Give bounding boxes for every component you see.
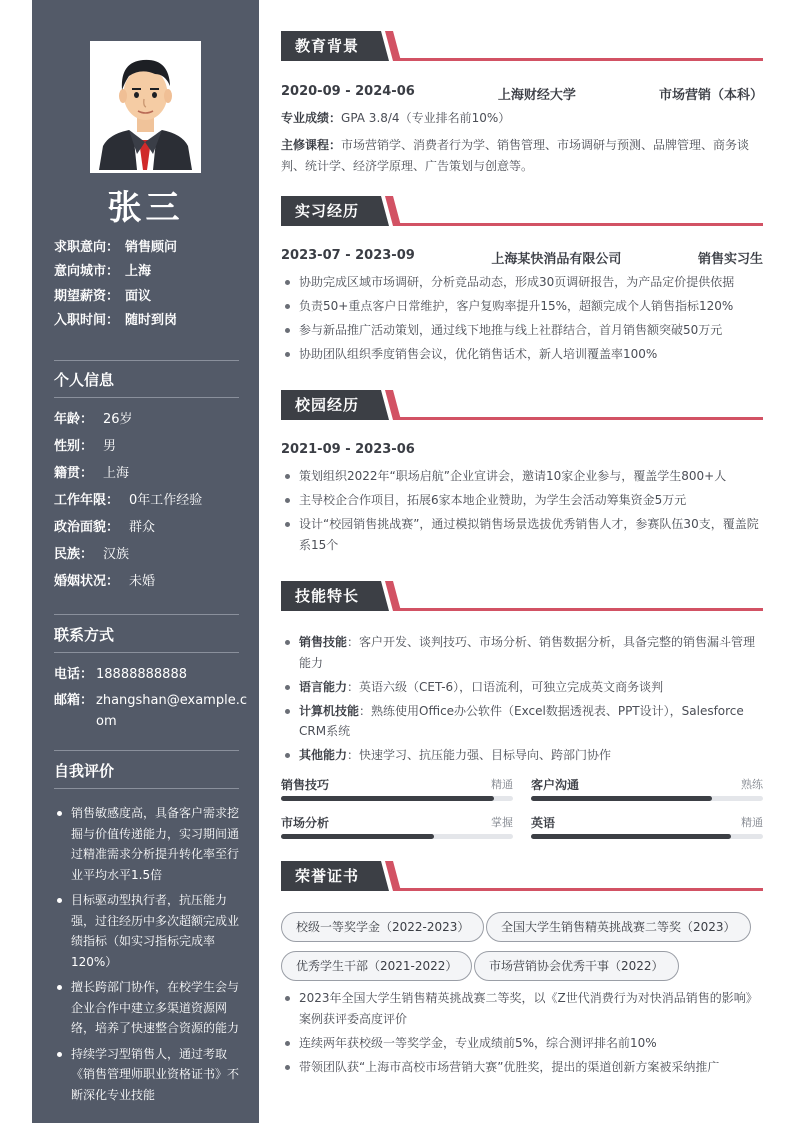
info-row-politics: 政治面貌： 群众 xyxy=(54,520,156,535)
skill-bar-english: 英语 精通 xyxy=(531,814,763,844)
section-rule xyxy=(399,608,763,611)
skills-list xyxy=(281,632,763,769)
edu-courses: 主修课程：市场营销学、消费者行为学、销售管理、市场调研与预测、品牌管理、商务谈判、统计学、经济学原理、广告策划与创意等。 xyxy=(281,138,750,173)
section-rule xyxy=(399,417,763,420)
campus-period: 2021-09 - 2023-06 xyxy=(281,442,415,457)
list-item: 策划组织2022年“职场启航”企业宣讲会，邀请10家企业参与，覆盖学生800+人 xyxy=(281,466,763,487)
job-intention-list xyxy=(54,236,244,333)
internship-row xyxy=(281,248,763,267)
list-item: 计算机技能：熟练使用Office办公软件（Excel数据透视表、PPT设计），Salesforce CRM系统 xyxy=(281,701,763,742)
list-item: 带领团队获“上海市高校市场营销大赛”优胜奖，提出的渠道创新方案被采纳推广 xyxy=(281,1057,763,1078)
honor-pill: 校级一等奖学金（2022-2023） xyxy=(281,912,484,942)
list-item: 销售敏感度高，具备客户需求挖掘与价值传递能力，实习期间通过精准需求分析提升转化率至行业平均水平1.5倍 xyxy=(54,803,246,885)
list-item: 2023年全国大学生销售精英挑战赛二等奖，以《Z世代消费行为对快消品销售的影响》案例获评委高度评价 xyxy=(281,988,763,1029)
job-row-start: 入职时间： 随时到岗 xyxy=(54,312,178,328)
skill-fill xyxy=(281,796,494,801)
section-rule xyxy=(399,888,763,891)
job-row-intention: 求职意向： 销售顾问 xyxy=(54,240,178,255)
divider xyxy=(54,788,239,789)
info-row-marital: 婚姻状况： 未婚 xyxy=(54,574,156,589)
list-item: 擅长跨部门协作，在校学生会与企业合作中建立多渠道资源网络，培养了快速整合资源的能力 xyxy=(54,977,246,1039)
edu-gpa: 专业成绩：GPA 3.8/4（专业排名前10%） xyxy=(281,111,511,125)
section-title: 校园经历 xyxy=(295,396,360,414)
skill-bar-sales: 销售技巧 精通 xyxy=(281,776,513,806)
personal-info-title: 个人信息 xyxy=(54,371,115,389)
honor-pill: 市场营销协会优秀干事（2022） xyxy=(474,951,679,981)
job-row-city: 意向城市： 上海 xyxy=(54,264,152,280)
profile-photo xyxy=(90,41,201,173)
skill-track xyxy=(281,834,513,839)
section-title: 教育背景 xyxy=(295,37,360,55)
skill-fill xyxy=(281,834,434,839)
list-item: 语言能力：英语六级（CET-6），口语流利，可独立完成英文商务谈判 xyxy=(281,677,763,698)
divider xyxy=(54,652,239,653)
campus-list xyxy=(281,466,763,559)
list-item: 销售技能：客户开发、谈判技巧、市场分析、销售数据分析，具备完整的销售漏斗管理能力 xyxy=(281,632,763,673)
skill-fill xyxy=(531,796,712,801)
section-rule xyxy=(399,223,763,226)
list-item: 连续两年获校级一等奖学金，专业成绩前5%，综合测评排名前10% xyxy=(281,1033,763,1054)
contact-list xyxy=(54,664,249,737)
info-row-gender: 性别： 男 xyxy=(54,439,117,454)
list-item: 协助完成区域市场调研，分析竞品动态，形成30页调研报告，为产品定价提供依据 xyxy=(281,272,763,293)
list-item: 目标驱动型执行者，抗压能力强，过往经历中多次超额完成业绩指标（如实习指标完成率120%） xyxy=(54,890,246,972)
info-row-experience: 工作年限： 0年工作经验 xyxy=(54,493,203,508)
edu-period: 2020-09 - 2024-06 xyxy=(281,84,415,99)
divider xyxy=(54,360,239,361)
intern-role: 销售实习生 xyxy=(697,252,763,267)
campus-row xyxy=(281,442,763,457)
internship-header xyxy=(281,196,763,228)
skill-track xyxy=(531,796,763,801)
skills-header xyxy=(281,581,763,613)
divider xyxy=(54,614,239,615)
self-eval-list xyxy=(54,803,246,1110)
job-row-salary: 期望薪资： 面议 xyxy=(54,288,152,304)
skill-track xyxy=(281,796,513,801)
section-rule xyxy=(399,58,763,61)
divider xyxy=(54,397,239,398)
intern-period: 2023-07 - 2023-09 xyxy=(281,248,415,263)
list-item: 设计“校园销售挑战赛”，通过模拟销售场景选拔优秀销售人才，参赛队伍30支，覆盖院系15个 xyxy=(281,514,763,555)
education-row xyxy=(281,84,763,103)
self-eval-title: 自我评价 xyxy=(54,762,115,780)
intern-company: 上海某快消品有限公司 xyxy=(491,252,622,267)
list-item: 协助团队组织季度销售会议，优化销售话术，新人培训覆盖率100% xyxy=(281,344,763,365)
list-item: 其他能力：快速学习、抗压能力强、目标导向、跨部门协作 xyxy=(281,745,763,766)
section-title: 实习经历 xyxy=(295,202,360,220)
skill-bar-market-analysis: 市场分析 掌握 xyxy=(281,814,513,844)
campus-header xyxy=(281,390,763,422)
section-title: 荣誉证书 xyxy=(295,867,360,885)
skill-fill xyxy=(531,834,731,839)
candidate-name: 张三 xyxy=(107,188,184,228)
edu-major: 市场营销（本科） xyxy=(658,88,763,103)
contact-email: 邮箱： zhangshan@example.com xyxy=(54,690,249,732)
avatar-illustration xyxy=(93,44,198,170)
contact-title: 联系方式 xyxy=(54,626,115,644)
internship-list xyxy=(281,272,763,368)
email-address[interactable]: zhangshan@example.com xyxy=(96,693,247,729)
list-item: 参与新品推广活动策划，通过线下地推与线上社群结合，首月销售额突破50万元 xyxy=(281,320,763,341)
info-row-ethnicity: 民族： 汉族 xyxy=(54,547,130,562)
info-row-age: 年龄： 26岁 xyxy=(54,412,133,427)
phone-number[interactable]: 18888888888 xyxy=(96,667,187,682)
info-row-hometown: 籍贯： 上海 xyxy=(54,466,130,481)
skill-bar-communication: 客户沟通 熟练 xyxy=(531,776,763,806)
sidebar xyxy=(32,0,259,1123)
honors-header xyxy=(281,861,763,893)
list-item: 负责50+重点客户日常维护，客户复购率提升15%，超额完成个人销售指标120% xyxy=(281,296,763,317)
personal-info-list xyxy=(54,408,249,597)
education-header xyxy=(281,31,763,63)
honor-pill: 全国大学生销售精英挑战赛二等奖（2023） xyxy=(486,912,751,942)
honor-pill: 优秀学生干部（2021-2022） xyxy=(281,951,472,981)
section-title: 技能特长 xyxy=(295,587,360,605)
list-item: 主导校企合作项目，拓展6家本地企业赞助，为学生会活动筹集资金5万元 xyxy=(281,490,763,511)
edu-school: 上海财经大学 xyxy=(497,88,576,103)
divider xyxy=(54,750,239,751)
skill-track xyxy=(531,834,763,839)
list-item: 持续学习型销售人，通过考取《销售管理师职业资格证书》不断深化专业技能 xyxy=(54,1044,246,1106)
honors-list xyxy=(281,988,763,1081)
contact-phone: 电话： 18888888888 xyxy=(54,664,249,685)
